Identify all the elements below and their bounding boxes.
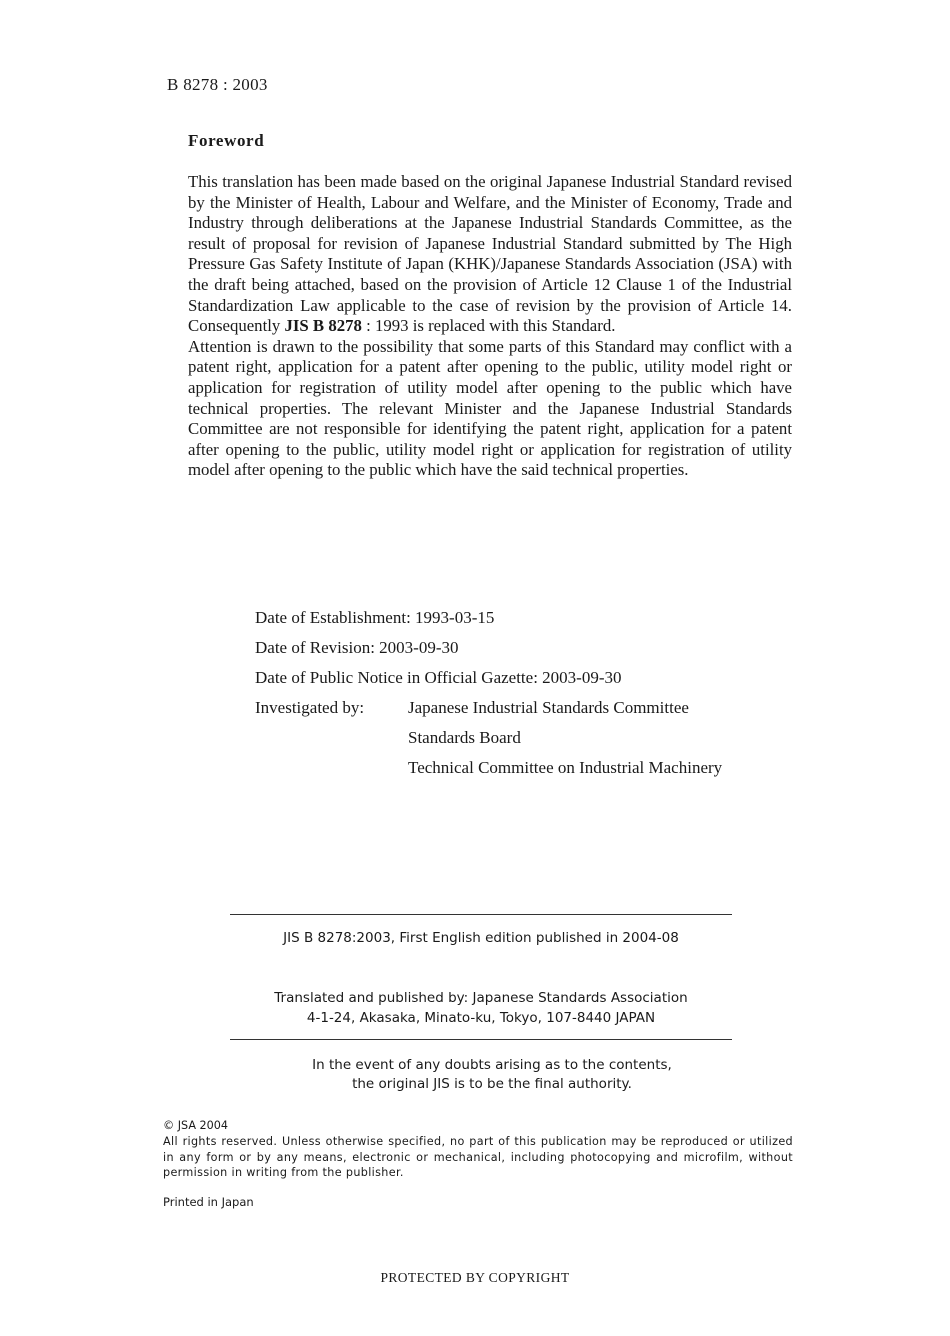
authority-note: [230, 1056, 754, 1094]
copyright-block: [163, 1118, 793, 1181]
copyright-holder: © JSA 2004: [163, 1119, 229, 1132]
foreword-heading: Foreword: [188, 131, 265, 150]
copyright-notice: All rights reserved. Unless otherwise specified, no part of this publication may be reproduced or utilized in any form or by any means, electronic or mechanical, including photocopying and microfilm, without permission in writing from the publisher.: [163, 1134, 793, 1180]
authority-note-line-2: the original JIS is to be the final authority.: [352, 1076, 632, 1092]
protected-by-copyright: PROTECTED BY COPYRIGHT: [380, 1270, 570, 1285]
top-divider: [230, 914, 732, 915]
bottom-divider: [230, 1039, 732, 1040]
date-of-revision: Date of Revision: 2003-09-30: [255, 638, 459, 657]
publisher-line-1: Translated and published by: Japanese Standards Association: [274, 990, 688, 1006]
edition-line: JIS B 8278:2003, First English edition published in 2004-08: [283, 930, 679, 946]
publisher-line-2: 4-1-24, Akasaka, Minato-ku, Tokyo, 107-8440 JAPAN: [306, 1010, 656, 1026]
investigator-board: Standards Board: [408, 728, 521, 747]
investigator-committee: Japanese Industrial Standards Committee: [408, 698, 689, 717]
foreword-p1-end: : 1993 is replaced with this Standard.: [361, 316, 616, 336]
foreword-paragraph-2: Attention is drawn to the possibility that some parts of this Standard may conflict with a patent right, application for a patent after opening to the public, utility model right or application for registration of utility model after opening to the public which have technical properties. The relevant Minister and the Japanese Industrial Standards Committee are not responsible for identifying the patent right, application for a patent after opening to the public, utility model right or application for registration of utility model after opening to the public which have the said technical properties.: [188, 336, 792, 480]
investigated-by-label: Investigated by:: [255, 698, 365, 717]
jis-reference: JIS B 8278: [284, 316, 362, 336]
foreword-paragraph-1: [188, 172, 792, 337]
authority-note-line-1: In the event of any doubts arising as to the contents,: [312, 1057, 672, 1073]
foreword-p1-text: This translation has been made based on the original Japanese Industrial Standard revised by the Minister of Health, Labour and Welfare, and the Minister of Economy, Trade and Industry through deliberations at the Japanese Industrial Standards Committee, as the result of proposal for revision of Japanese Industrial Standard submitted by The High Pressure Gas Safety Institute of Japan (KHK)/Japanese Standards Association (JSA) with the draft being attached, based on the provision of Article 12 Clause 1 of the Industrial Standardization Law applicable to the case of revision by the provision of Article 14. Consequently: [188, 172, 792, 336]
date-of-public-notice: Date of Public Notice in Official Gazette: 2003-09-30: [255, 668, 622, 687]
foreword-body: [188, 172, 792, 481]
date-of-establishment: Date of Establishment: 1993-03-15: [255, 608, 495, 627]
document-code: B 8278 : 2003: [167, 75, 268, 94]
investigator-technical-committee: Technical Committee on Industrial Machinery: [408, 758, 723, 777]
printed-in: Printed in Japan: [163, 1195, 254, 1209]
publisher-block: [230, 988, 732, 1028]
investigated-by-list: [408, 698, 738, 788]
